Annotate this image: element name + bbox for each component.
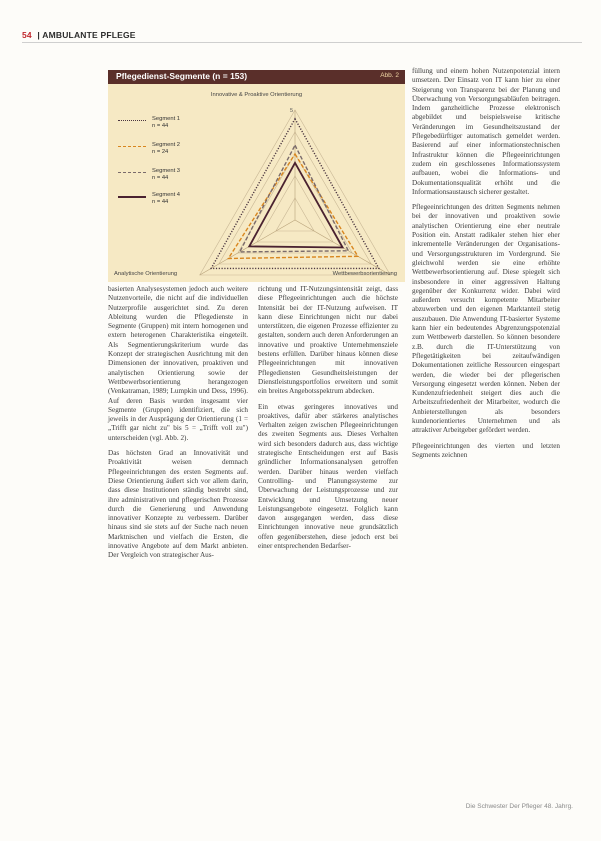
legend-label: Segment 1 n = 44 <box>152 116 181 129</box>
axis-label-top: Innovative & Proaktive Orientierung <box>210 92 303 98</box>
paragraph: Ein etwas geringeres innovatives und proaktives, dafür aber stärkeres analytisches Verhalten zeigen zwischen Pflegeeinrichtungen des zweiten Segments aus. Dieses Verhalten wird sich besonders dadurch aus, dass wichtige strategische Entscheidungen erst auf Basis gründlicher Informationsanalysen getroffen werden. Darüber hinaus werden vielfach Controlling- und Planungssysteme zur Überwachung der Leistungsprozesse und zur Entwicklung und Umsetzung neuer Leistungsangebote eingesetzt. Folglich kann davon ausgegangen werden, dass diese Einrichtungen innovative neue grundsätzlich offen gegenüberstehen, diese jedoch erst bei einer entsprechenden Bedarfser- <box>258 402 398 551</box>
legend-label: Segment 4 n = 44 <box>152 192 181 205</box>
paragraph: basierten Analysesystemen jedoch auch weitere Nutzenvorteile, die nicht auf die individuellen Nutzerprofile ausgerichtet sind. Zu deren Ableitung wurden die Pflegedienste in Segmente (Gruppen) mit intern homogenen und extern heterogenen Charakteristika eingeteilt. Als Segmentierungskriterium wurde das Konzept der strategischen Ausrichtung mit den Dimensionen der innovativen, proaktiven und analytischen Orientierung sowie der Wettbewerbsorientierung herangezogen (Venkatraman, 1989; Lumpkin und Dess, 1996). Auf deren Basis wurden insgesamt vier Segmente (Gruppen) identifiziert, die sich jeweils in der Ausprägung der Orientierung (1 = „Trifft gar nicht zu" bis 5 = „Trifft voll zu") unterscheiden (vgl. Abb. 2). <box>108 285 248 442</box>
legend-swatch <box>118 172 146 173</box>
axis-label-right: Wettbewerbsorientierung <box>332 271 397 277</box>
figure-title: Pflegedienst-Segmente (n = 153) <box>116 71 248 81</box>
page-number: 54 <box>22 30 32 40</box>
paragraph: Das höchsten Grad an Innovativität und Proaktivität weisen demnach Pflegeeinrichtungen des ersten Segments auf. Diese Orientierung äußert sich vor allem darin, dass diese Institutionen ständig bestrebt sind, ihre administrativen und pflegerischen Prozesse durch die Generierung und Anwendung innovativer Konzepte zu verbessern. Darüber hinaus sind sie stets auf der Suche nach neuen Marktnischen und vielfach die Ersten, die innovative Angebote auf dem Markt anbieten. Der Vergleich von strategischer Aus- <box>108 449 248 560</box>
legend-swatch <box>118 120 146 121</box>
text-column-1 <box>108 285 248 567</box>
page-header <box>22 30 136 40</box>
figure-title-bar <box>108 70 405 84</box>
paragraph: füllung und einem hohen Nutzenpotenzial intern umsetzen. Der Einsatz von IT kann hier zu einer Steigerung von Transparenz bei der Planung und Überwachung von Versorgungsabläufen beitragen. Indem ganzheitliche Prozesse elektronisch abgebildet und beispielsweise kritische Veränderungen im Gesundheitszustand der Pflegebedürftiger automatisch gemeldet werden. Basierend auf einer informationstechnischen Infrastruktur können die Pflegeeinrichtungen zudem ein geschlossenes Informationssystem aufbauen, wobei die Informations- und Dokumentationsqualität erhöht und die Informationsaustausch sicherer gestaltet. <box>412 67 560 196</box>
page-footer: Die Schwester Der Pfleger 48. Jahrg. <box>465 803 573 810</box>
paragraph: Pflegeeinrichtungen des vierten und letzten Segments zeichnen <box>412 441 560 459</box>
divider-bar: | <box>37 30 41 40</box>
text-column-3 <box>412 67 560 466</box>
legend-swatch <box>118 146 146 147</box>
section-title: AMBULANTE PFLEGE <box>42 30 136 40</box>
axis-label-left: Analytische Orientierung <box>114 271 178 277</box>
paragraph: Pflegeeinrichtungen des dritten Segments nehmen bei der innovativen und proaktiven sowie analytischen Orientierung eine eher neutrale Position ein. Anstatt radikaler stehen hier eher inkrementelle Veränderungen der Organisations- und Versorgungsstrukturen im Vordergrund. Sie gleichwohl werden sie eine erhöhte Wettbewerbsorientierung auf. Diese spiegelt sich insbesondere in einer aggressiven Haltung gegenüber der Konkurrenz wider. Dabei wird außerdem versucht kompetente Mitarbeiter abzuwerben und den eigenen Marktanteil stetig auszubauen. Die Anwendung IT-basierter Systeme kann hier ein bedeutendes Abgrenzungspotenzial zum Wettbewerb darstellen. So können besondere z.B. durch die IT-Unterstützung von Pflegetätigkeiten bei zeitaufwändigen Dokumentationen zeitliche Ressourcen eingespart werden, die wieder bei der pflegerischen Versorgung eingesetzt werden können. Neben der Kundenzufriedenheit steigert dies auch die Arbeitszufriedenheit der Mitarbeiter, wodurch die Anbieterstellungen als besonders kundenorientiertes Unternehmen und als attraktiver Arbeitgeber gefördert werden. <box>412 203 560 435</box>
legend-label: Segment 3 n = 44 <box>152 168 181 181</box>
legend-label: Segment 2 n = 24 <box>152 142 181 155</box>
scale-label: 5 <box>289 108 293 114</box>
paragraph: richtung und IT-Nutzungsintensität zeigt, dass diese Pflegeeinrichtungen auch die höchste Intensität bei der IT-Nutzung aufweisen. IT kann diese Einrichtungen nicht nur dabei unterstützen, die eigenen Prozesse effizienter zu gestalten, sondern auch deren Anforderungen an innovative und proaktive Unternehmensziele bestens erfüllen. Darüber hinaus können diese Pflegeeinrichtungen mit innovativen Pflegediensten Gesundheitsleistungen der Dienstleistungsportfolios erweitern und somit ein breites Angebotsspektrum abdecken. <box>258 285 398 396</box>
segment-figure <box>108 70 405 282</box>
series-segment-2 <box>228 154 358 259</box>
header-rule <box>22 42 582 43</box>
text-column-2 <box>258 285 398 557</box>
legend-swatch <box>118 196 146 198</box>
figure-number: Abb. 2 <box>380 72 399 79</box>
